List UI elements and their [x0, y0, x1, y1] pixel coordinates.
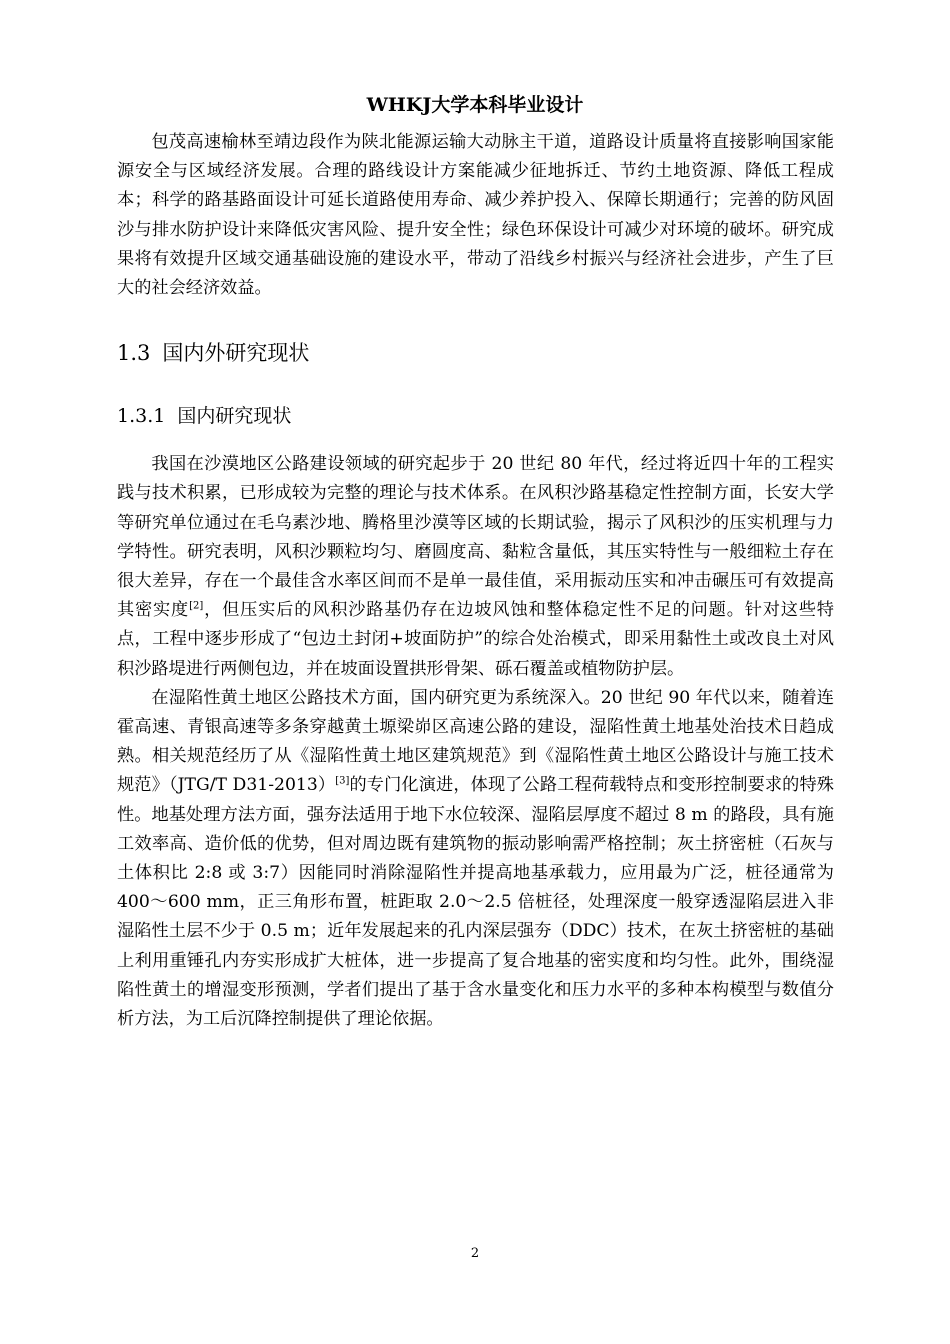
document-body [117, 128, 834, 1034]
subsection-number: 1.3.1 [117, 405, 166, 428]
desert-research-paragraph [117, 450, 834, 684]
loess-text-part2: 的专门化演进，体现了公路工程荷载特点和变形控制要求的特殊性。地基处理方法方面，强夯法适用于地下水位较深、湿陷层厚度不超过 8 m 的路段，具有施工效率高、造价低的优势，但对周边既有建筑物的振动影响需严格控制；灰土挤密桩（石灰与土体积比 2:8 或 3:7）因能同时消除湿陷性并提高地基承载力，应用最为广泛，桩径通常为 400～600 mm，正三角形布置，桩距取 2.0～2.5 倍桩径，处理深度一般穿透湿陷层进入非湿陷性土层不少于 0.5 m；近年发展起来的孔内深层强夯（DDC）技术，在灰土挤密桩的基础上利用重锤孔内夯实形成扩大桩体，进一步提高了复合地基的密实度和均匀性。此外，围绕湿陷性黄土的增湿变形预测，学者们提出了基于含水量变化和压力水平的多种本构模型与数值分析方法，为工后沉降控制提供了理论依据。 [117, 775, 834, 1030]
page-number: 2 [470, 1246, 480, 1261]
section-heading [117, 338, 834, 368]
desert-text-part2: ，但压实后的风积沙路基仍存在边坡风蚀和整体稳定性不足的问题。针对这些特点，工程中逐步形成了“包边土封闭+坡面防护”的综合处治模式，即采用黏性土或改良土对风积沙路堤进行两侧包边，并在坡面设置拱形骨架、砾石覆盖或植物防护层。 [117, 600, 834, 679]
subsection-heading [117, 402, 834, 430]
subsection-title: 国内研究现状 [177, 405, 292, 428]
citation-ref: [3] [335, 775, 350, 787]
section-number: 1.3 [117, 341, 151, 366]
citation-ref: [2] [189, 600, 204, 612]
intro-paragraph: 包茂高速榆林至靖边段作为陕北能源运输大动脉主干道，道路设计质量将直接影响国家能源安全与区域经济发展。合理的路线设计方案能减少征地拆迁、节约土地资源、降低工程成本；科学的路基路面设计可延长道路使用寿命、减少养护投入、保障长期通行；完善的防风固沙与排水防护设计来降低灾害风险、提升安全性；绿色环保设计可减少对环境的破坏。研究成果将有效提升区域交通基础设施的建设水平，带动了沿线乡村振兴与经济社会进步，产生了巨大的社会经济效益。 [117, 132, 834, 299]
desert-text-part1: 我国在沙漠地区公路建设领域的研究起步于 20 世纪 80 年代，经过将近四十年的工程实践与技术积累，已形成较为完整的理论与技术体系。在风积沙路基稳定性控制方面，长安大学等研究单位通过在毛乌素沙地、腾格里沙漠等区域的长期试验，揭示了风积沙的压实机理与力学特性。研究表明，风积沙颗粒均匀、磨圆度高、黏粒含量低，其压实特性与一般细粒土存在很大差异，存在一个最佳含水率区间而不是单一最佳值，采用振动压实和冲击碾压可有效提高其密实度 [117, 454, 834, 621]
loess-research-paragraph [117, 684, 834, 1034]
document-header: WHKJ大学本科毕业设计 [366, 94, 584, 116]
section-title: 国内外研究现状 [162, 341, 310, 366]
loess-text-part1: 在湿陷性黄土地区公路技术方面，国内研究更为系统深入。20 世纪 90 年代以来，随着连霍高速、青银高速等多条穿越黄土塬梁峁区高速公路的建设，湿陷性黄土地基处治技术日趋成熟。相关规范经历了从《湿陷性黄土地区建筑规范》到《湿陷性黄土地区公路设计与施工技术规范》（JTG/T D31-2013） [117, 687, 834, 796]
